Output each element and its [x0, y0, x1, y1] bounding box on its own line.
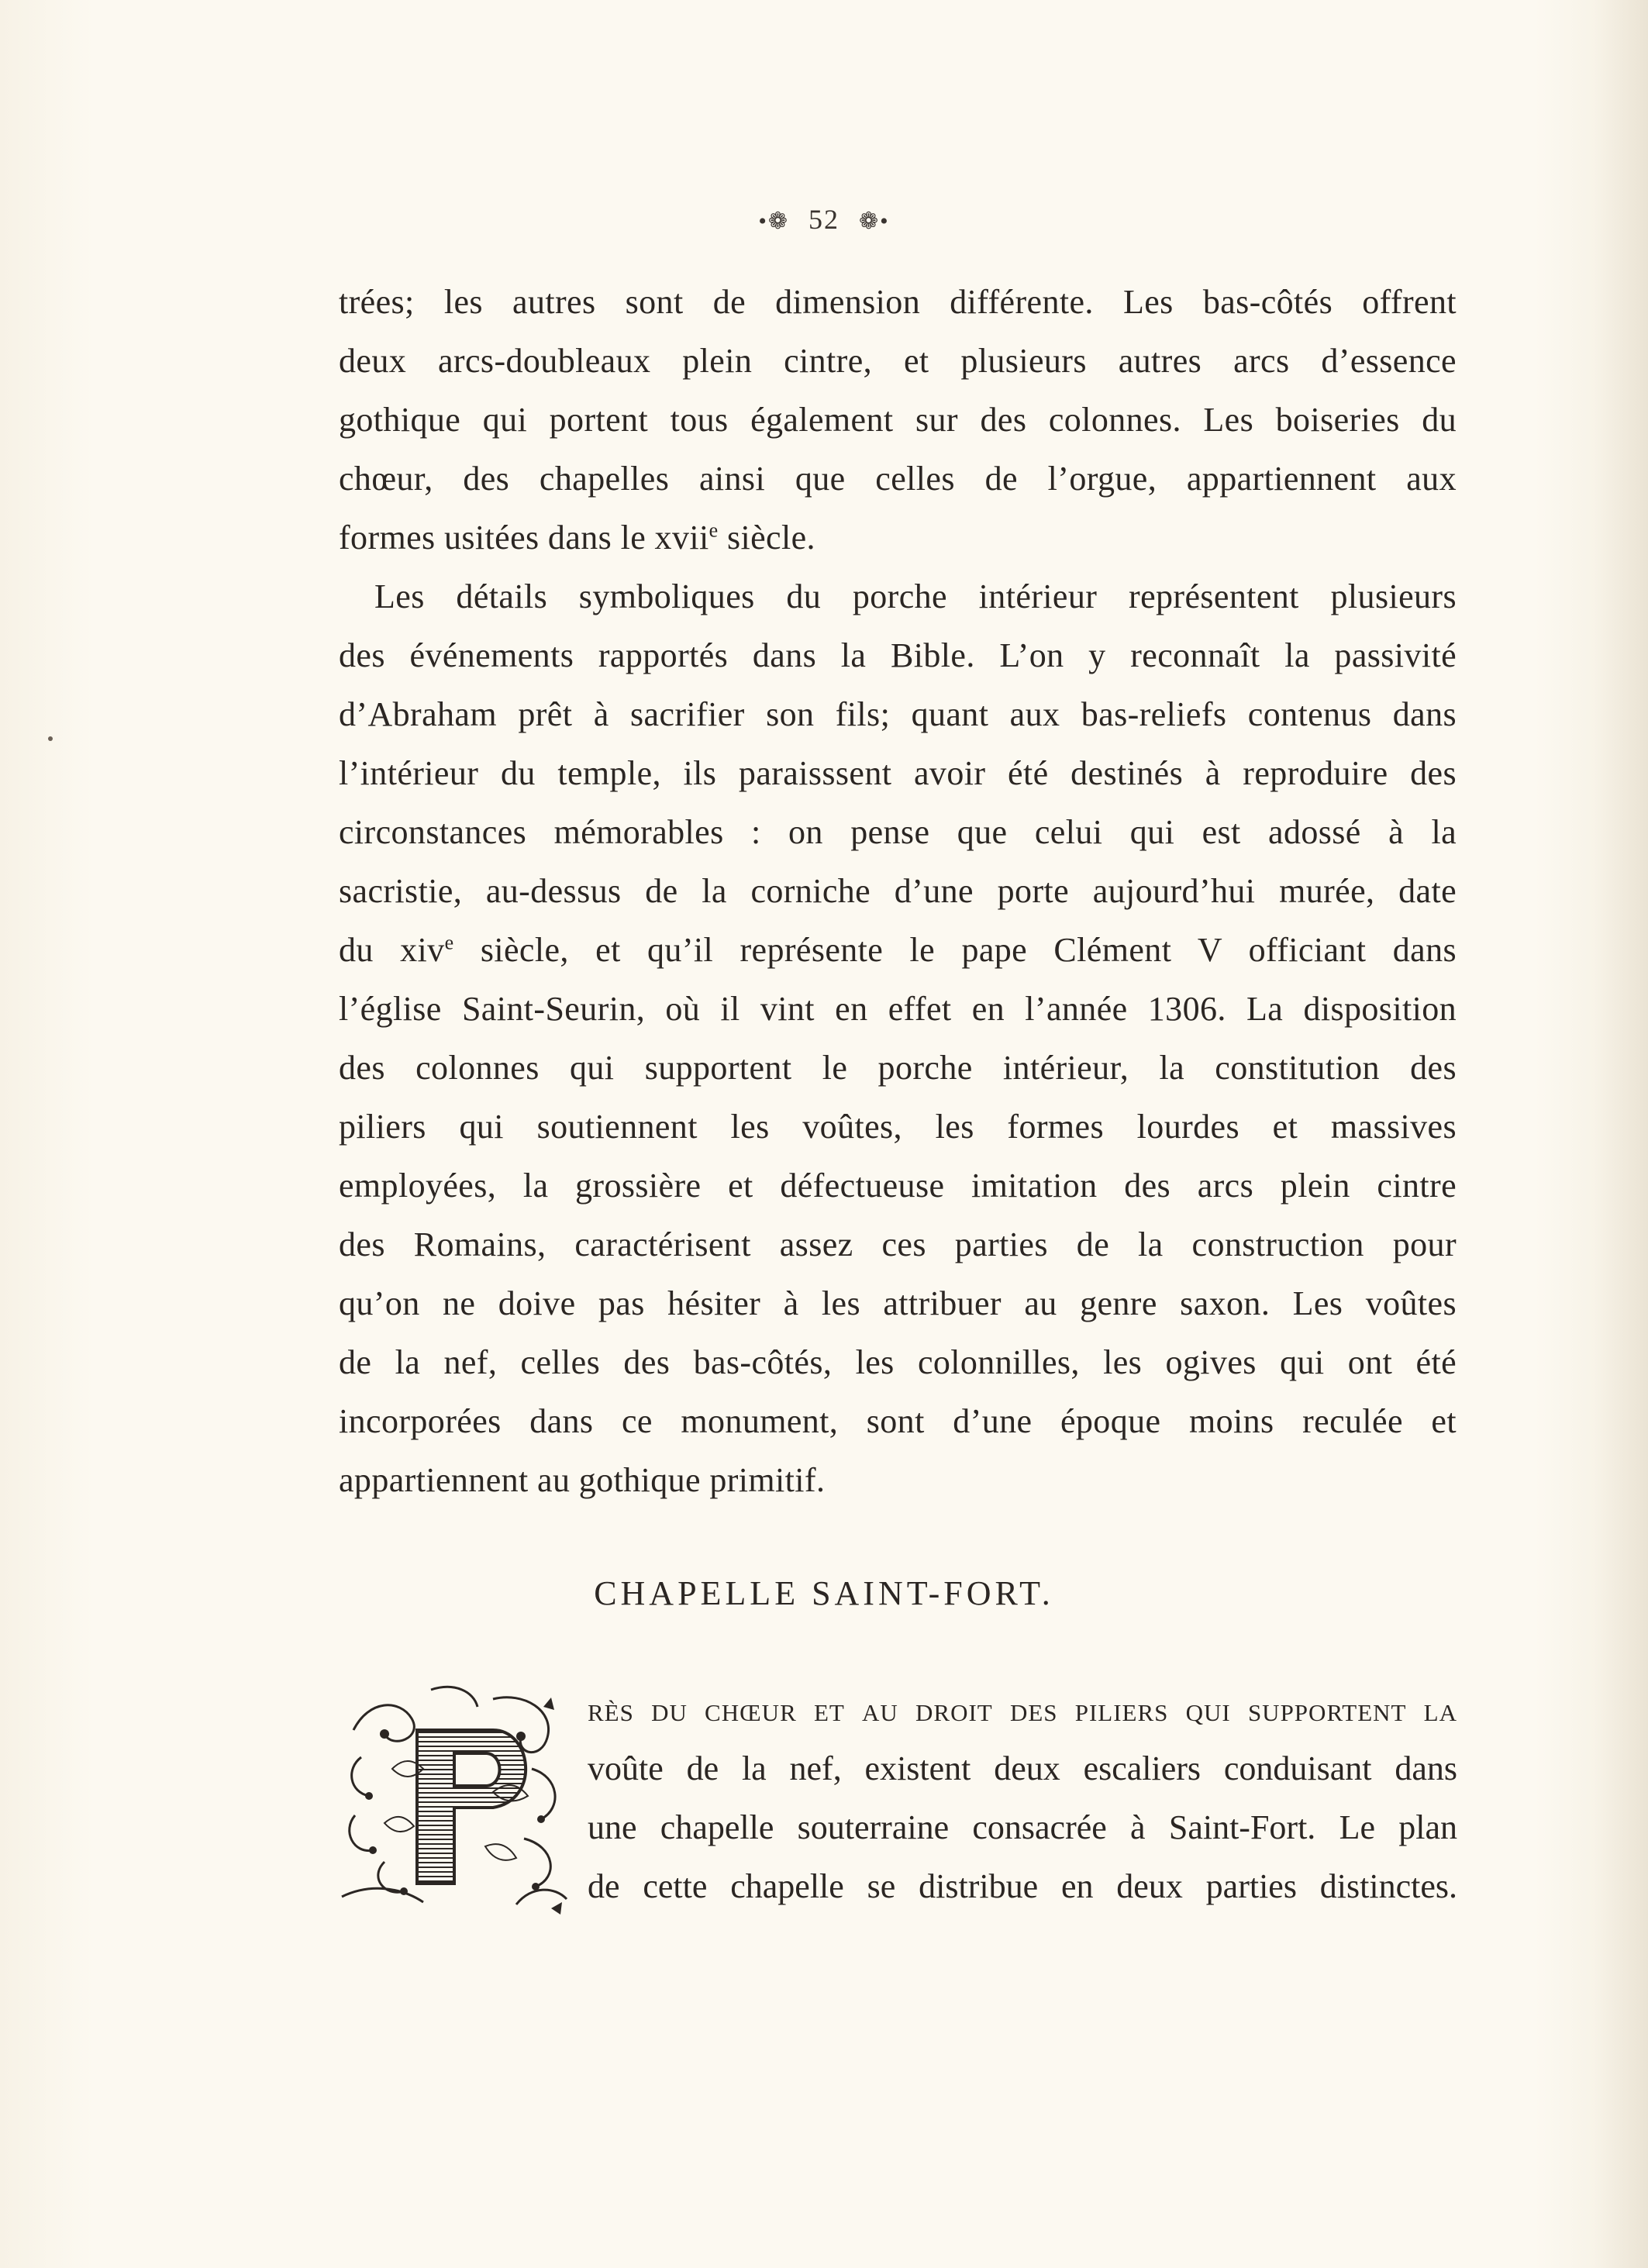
body-line: des colonnes qui supportent le porche intérieur, la constitution des — [339, 1049, 1457, 1087]
body-line: trées; les autres sont de dimension différente. Les bas-côtés offrent — [339, 283, 1457, 321]
ornamental-initial — [338, 1684, 571, 1916]
body-line: sacristie, au-dessus de la corniche d’une porte aujourd’hui murée, date — [339, 872, 1457, 910]
body-line: d’Abraham prêt à sacrifier son fils; quant aux bas-reliefs contenus dans — [339, 695, 1457, 733]
body-line: Les détails symboliques du porche intérieur représentent plusieurs — [374, 577, 1457, 615]
superscript: e — [444, 931, 454, 954]
body-line: deux arcs-doubleaux plein cintre, et plusieurs autres arcs d’essence — [339, 342, 1457, 380]
body-line: de la nef, celles des bas-côtés, les colonnilles, les ogives qui ont été — [339, 1343, 1457, 1381]
body-line: piliers qui soutiennent les voûtes, les formes lourdes et massives — [339, 1108, 1457, 1146]
body-line-segment: siècle, et qu’il représente le pape Clément V officiant dans — [453, 931, 1457, 969]
body-line: voûte de la nef, existent deux escaliers conduisant dans — [588, 1749, 1457, 1787]
dropcap-paragraph — [588, 1680, 1457, 1916]
body-line: appartiennent au gothique primitif. — [339, 1461, 826, 1499]
body-line — [339, 508, 1457, 567]
dropcap-continuation: rès du chœur et au droit des piliers qui supportent la — [588, 1691, 1457, 1729]
superscript: e — [709, 519, 719, 542]
folio-ornament-right: ❁• — [859, 209, 890, 234]
body-line-segment: du xiv — [339, 931, 445, 969]
page-edge-shade — [1594, 0, 1648, 2268]
body-line: chœur, des chapelles ainsi que celles de l’orgue, appartiennent aux — [339, 460, 1457, 498]
page-number: 52 — [808, 204, 840, 235]
ornamental-initial-illustration — [338, 1684, 571, 1916]
body-line — [588, 1680, 1457, 1739]
body-line: l’église Saint-Seurin, où il vint en effet en l’année 1306. La disposition — [339, 990, 1457, 1028]
body-line: incorporées dans ce monument, sont d’une époque moins reculée et — [339, 1402, 1457, 1440]
body-line-segment: siècle. — [718, 519, 815, 557]
body-line: de cette chapelle se distribue en deux parties distinctes. — [588, 1867, 1457, 1905]
body-line: des Romains, caractérisent assez ces parties de la construction pour — [339, 1225, 1457, 1263]
body-line: employées, la grossière et défectueuse imitation des arcs plein cintre — [339, 1167, 1457, 1205]
body-line — [339, 921, 1457, 980]
body-text — [339, 273, 1457, 1510]
body-line: qu’on ne doive pas hésiter à les attribuer au genre saxon. Les voûtes — [339, 1284, 1457, 1322]
folio-ornament-left: •❁ — [758, 209, 789, 234]
page-number-header — [0, 203, 1648, 236]
body-line: l’intérieur du temple, ils paraisssent avoir été destinés à reproduire des — [339, 754, 1457, 792]
body-line: circonstances mémorables : on pense que celui qui est adossé à la — [339, 813, 1457, 851]
body-line: des événements rapportés dans la Bible. L’on y reconnaît la passivité — [339, 636, 1457, 674]
section-heading: CHAPELLE SAINT-FORT. — [594, 1574, 1054, 1612]
body-line-segment: formes usitées dans le xvii — [339, 519, 709, 557]
paper-speck — [48, 736, 53, 741]
body-line: gothique qui portent tous également sur des colonnes. Les boiseries du — [339, 401, 1457, 439]
body-line: une chapelle souterraine consacrée à Saint-Fort. Le plan — [588, 1808, 1457, 1846]
